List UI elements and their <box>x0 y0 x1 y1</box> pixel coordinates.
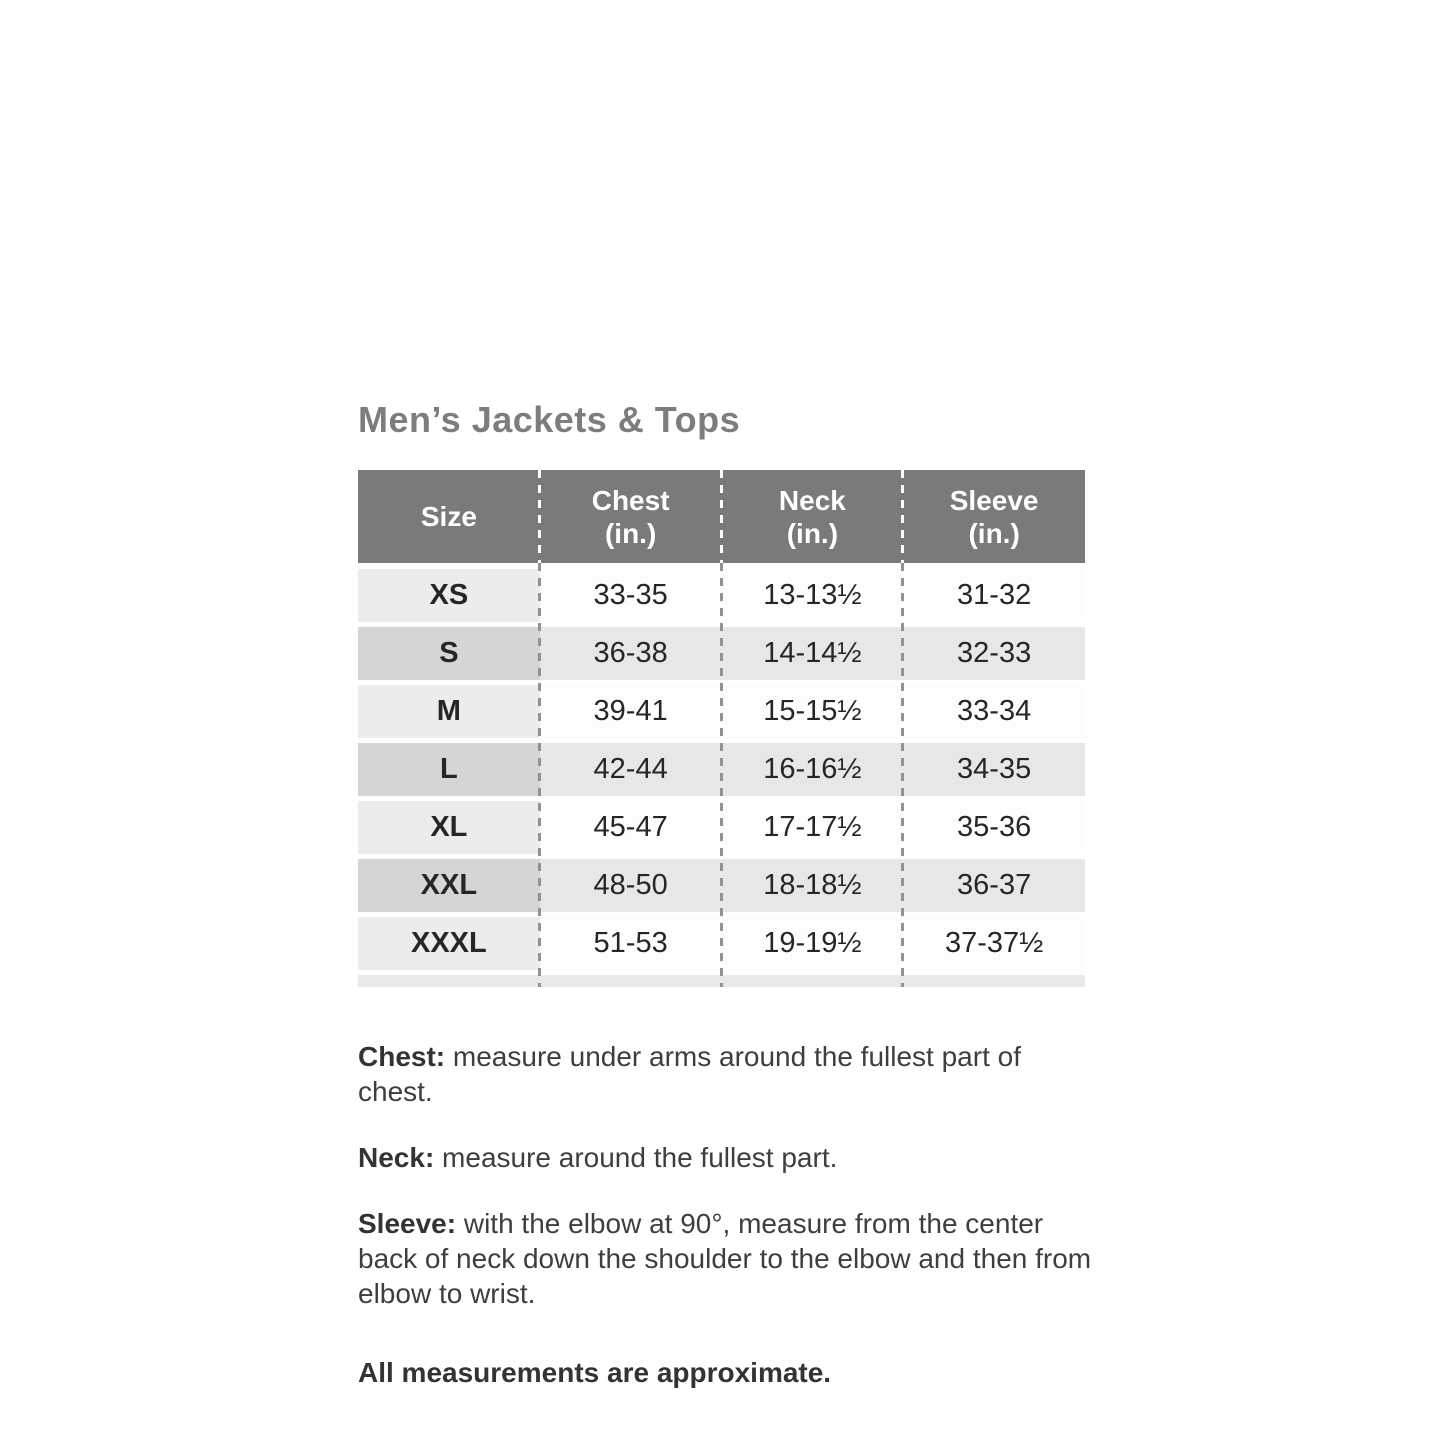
cell-size: M <box>358 685 540 738</box>
cell-neck: 17-17½ <box>722 801 904 854</box>
note-chest-lead: Chest: <box>358 1041 446 1072</box>
cell-size: XXL <box>358 859 540 912</box>
size-table <box>358 470 1085 987</box>
column-divider-dashed <box>538 470 541 563</box>
note-neck <box>358 1140 1093 1175</box>
cell-size: XXXL <box>358 917 540 970</box>
cell-size: XL <box>358 801 540 854</box>
cell-neck: 13-13½ <box>722 569 904 622</box>
cell-chest: 33-35 <box>540 569 722 622</box>
cell-chest: 51-53 <box>540 917 722 970</box>
column-divider-dashed <box>538 563 541 987</box>
note-neck-lead: Neck: <box>358 1142 435 1173</box>
column-header-sub: (in.) <box>968 517 1020 549</box>
cell-size: S <box>358 627 540 680</box>
cell-chest: 45-47 <box>540 801 722 854</box>
page-title: Men’s Jackets & Tops <box>358 399 741 440</box>
note-neck-text: measure around the fullest part. <box>434 1142 838 1173</box>
cell-neck: 16-16½ <box>722 743 904 796</box>
column-divider-dashed <box>901 563 904 987</box>
cell-chest: 48-50 <box>540 859 722 912</box>
cell-sleeve: 33-34 <box>903 685 1085 738</box>
cell-size: L <box>358 743 540 796</box>
column-header-chest <box>540 470 722 563</box>
cell-chest: 39-41 <box>540 685 722 738</box>
cell-chest: 42-44 <box>540 743 722 796</box>
cell-neck: 19-19½ <box>722 917 904 970</box>
column-divider-dashed <box>901 470 904 563</box>
column-header-label: Neck <box>778 484 846 516</box>
measuring-notes <box>358 1039 1093 1390</box>
cell-chest: 36-38 <box>540 627 722 680</box>
size-chart-content <box>358 398 1092 1418</box>
note-chest-text: measure under arms around the fullest part of chest. <box>358 1041 1021 1107</box>
cell-sleeve: 32-33 <box>903 627 1085 680</box>
column-header-sub: (in.) <box>604 517 657 549</box>
cell-sleeve: 37-37½ <box>903 917 1085 970</box>
column-header-sub: (in.) <box>786 517 839 549</box>
cell-sleeve: 35-36 <box>903 801 1085 854</box>
note-sleeve-text: with the elbow at 90°, measure from the center back of neck down the shoulder to the elbow and then from elbow to wrist. <box>358 1208 1092 1309</box>
column-header-label: Sleeve <box>949 484 1039 516</box>
cell-sleeve: 36-37 <box>903 859 1085 912</box>
note-sleeve <box>358 1206 1093 1311</box>
cell-sleeve: 31-32 <box>903 569 1085 622</box>
cell-sleeve: 34-35 <box>903 743 1085 796</box>
column-header-sleeve <box>903 470 1085 563</box>
column-header-label: Chest <box>591 484 670 516</box>
column-header-label: Size <box>420 501 477 532</box>
cell-neck: 14-14½ <box>722 627 904 680</box>
column-divider-dashed <box>720 470 723 563</box>
approximate-footnote: All measurements are approximate. <box>358 1357 832 1388</box>
cell-size: XS <box>358 569 540 622</box>
column-divider-dashed <box>720 563 723 987</box>
column-header-neck <box>722 470 904 563</box>
note-chest <box>358 1039 1093 1109</box>
cell-neck: 18-18½ <box>722 859 904 912</box>
column-header-size <box>358 470 540 563</box>
cell-neck: 15-15½ <box>722 685 904 738</box>
note-sleeve-lead: Sleeve: <box>358 1208 457 1239</box>
